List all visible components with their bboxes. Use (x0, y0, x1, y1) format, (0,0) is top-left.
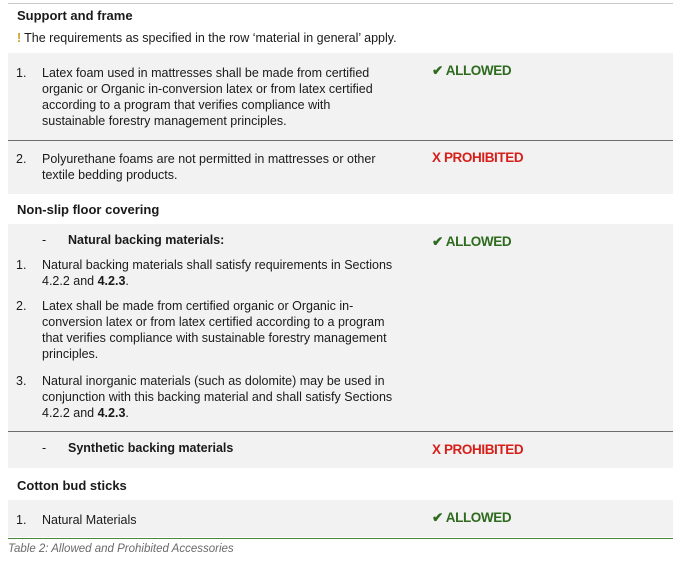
status-badge-allowed: ✔ ALLOWED (432, 510, 512, 525)
row-number: 3. (16, 374, 27, 388)
section-intro (8, 31, 673, 45)
row-number: 1. (16, 513, 27, 527)
row-number: 2. (16, 299, 27, 313)
row-text: Latex foam used in mattresses shall be made from certified organic or Organic in-conversion latex or from latex certified according to a program that verifies compliance with sustainable forestry management principles. (42, 66, 373, 128)
row-number: 2. (16, 152, 27, 166)
section-title-support: Support and frame (17, 8, 133, 23)
row-text: Polyurethane foams are not permitted in mattresses or other textile bedding products. (42, 152, 376, 182)
table-caption: Table 2: Allowed and Prohibited Accessories (8, 543, 234, 555)
intro-text: The requirements as specified in the row ‘material in general’ apply. (24, 31, 397, 45)
status-badge-allowed: ✔ ALLOWED (432, 63, 512, 78)
status-badge-prohibited: X PROHIBITED (432, 150, 524, 165)
section-title-floor: Non-slip floor covering (17, 202, 160, 217)
row-number: 1. (16, 66, 27, 80)
row-text: Natural backing materials shall satisfy requirements in Sections 4.2.2 and 4.2.3. (42, 258, 393, 288)
status-badge-prohibited: X PROHIBITED (432, 442, 524, 457)
row-number: 1. (16, 258, 27, 272)
row-text: Latex shall be made from certified organic or Organic in- conversion latex or from latex certified according to a program that verifies compliance with sustainable forestry management principles. (42, 299, 387, 361)
row-text: Natural inorganic materials (such as dolomite) may be used in conjunction with this backing material and shall satisfy Sections 4.2.2 and 4.2.3. (42, 374, 393, 420)
table-top-border (8, 3, 673, 4)
section-title-cotton: Cotton bud sticks (17, 478, 127, 493)
subheading-natural-backing: - Natural backing materials: (42, 233, 225, 247)
row-text: Natural Materials (42, 513, 137, 527)
table-bottom-border (8, 538, 673, 539)
status-badge-allowed: ✔ ALLOWED (432, 234, 512, 249)
attention-mark-icon: ! (17, 31, 22, 45)
subheading-synthetic-backing: - Synthetic backing materials (42, 441, 234, 455)
